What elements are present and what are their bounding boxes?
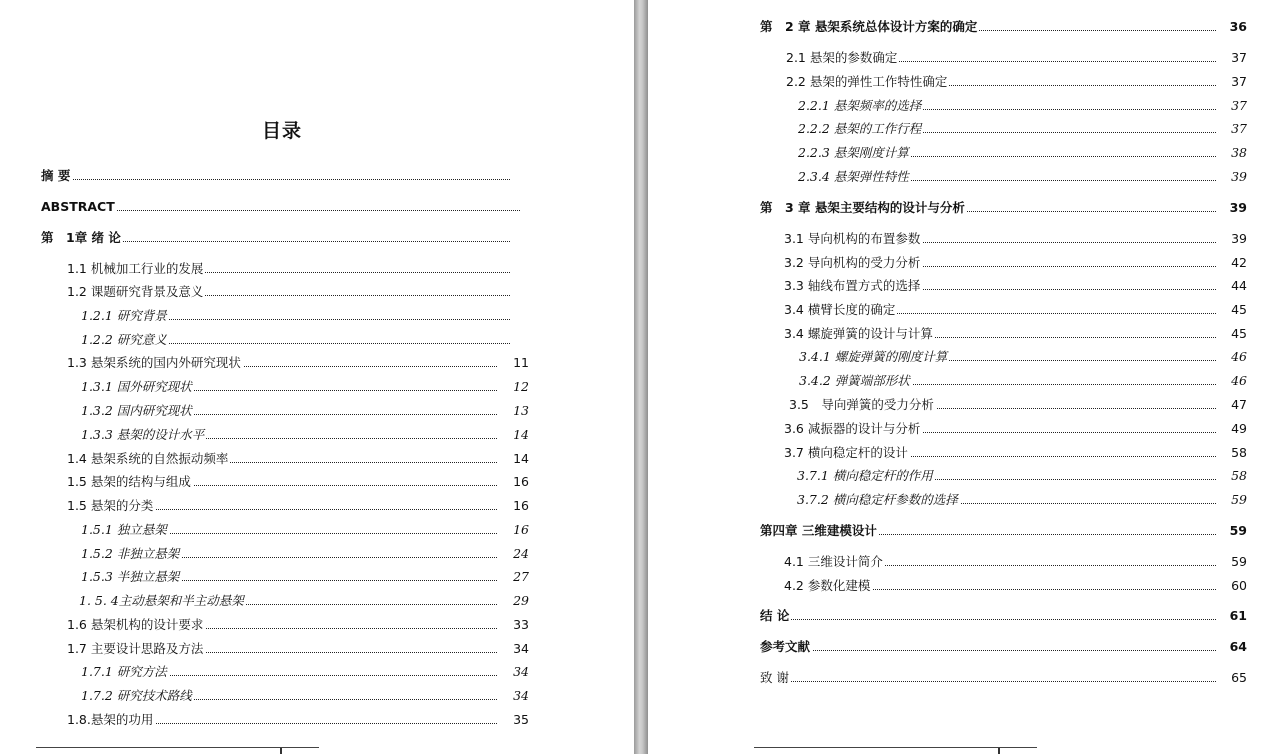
footer-rule	[754, 747, 1037, 748]
toc-entry-page: 39	[1217, 231, 1247, 247]
toc-entry-label: 1.8.悬架的功用	[67, 712, 154, 727]
toc-entry-label: 1.3 悬架系统的国内外研究现状	[67, 355, 241, 370]
toc-entry-page: 61	[1217, 608, 1247, 624]
toc-entry-label: 1.5.1 独立悬架	[81, 522, 167, 537]
toc-entry-label: 1.3.2 国内研究现状	[81, 403, 192, 418]
toc-entry-label: 3.4 螺旋弹簧的设计与计算	[784, 326, 933, 341]
toc-entry-page: 47	[1217, 397, 1247, 413]
document-page-left	[0, 0, 634, 754]
toc-entry-label: 1.5 悬架的结构与组成	[67, 474, 191, 489]
toc-title: 目录	[262, 120, 303, 142]
toc-entry-label: 3.4.2 弹簧端部形状	[799, 373, 910, 388]
toc-entry-label: 3.1 导向机构的布置参数	[784, 231, 921, 246]
toc-entry-label: 3.7.2 横向稳定杆参数的选择	[797, 492, 958, 507]
toc-entry-page: 44	[1217, 278, 1247, 294]
toc-entry-page: 14	[499, 451, 529, 467]
footer-mark	[280, 748, 282, 754]
toc-entry-label: 2.2 悬架的弹性工作特性确定	[786, 74, 948, 89]
toc-entry-page: 46	[1217, 373, 1247, 389]
toc-entry-page: 39	[1217, 169, 1247, 185]
toc-entry-label: ABSTRACT	[41, 199, 115, 214]
toc-entry-page: 39	[1217, 200, 1247, 216]
toc-entry-label: 第 1章 绪 论	[41, 230, 121, 245]
toc-entry-page: 16	[499, 522, 529, 538]
toc-entry-label: 结 论	[760, 608, 790, 623]
toc-entry-page: 59	[1217, 492, 1247, 508]
toc-entry-page: 49	[1217, 421, 1247, 437]
toc-entry-page: 27	[499, 569, 529, 585]
toc-entry-page: 58	[1217, 445, 1247, 461]
toc-dot-leader	[770, 619, 1216, 620]
toc-entry-label: 1.1 机械加工行业的发展	[67, 261, 204, 276]
toc-entry-label: 1.5.2 非独立悬架	[81, 546, 180, 561]
toc-entry-page: 65	[1217, 670, 1247, 686]
toc-entry-page: 34	[499, 688, 529, 704]
toc-entry-page: 12	[499, 379, 529, 395]
toc-entry-label: 1.4 悬架系统的自然振动频率	[67, 451, 229, 466]
toc-entry-label: 1.7.1 研究方法	[81, 664, 167, 679]
toc-entry-page: 36	[1217, 19, 1247, 35]
toc-entry-page: 33	[499, 617, 529, 633]
toc-entry-page: 42	[1217, 255, 1247, 271]
toc-dot-leader	[770, 681, 1216, 682]
toc-entry-page: 13	[499, 403, 529, 419]
toc-entry-label: 3.6 减振器的设计与分析	[784, 421, 921, 436]
toc-entry-label: 摘 要	[41, 168, 71, 183]
toc-dot-leader	[51, 210, 520, 211]
toc-entry-label: 1.7 主要设计思路及方法	[67, 641, 204, 656]
page-gutter	[634, 0, 648, 754]
toc-entry-label: 1.7.2 研究技术路线	[81, 688, 192, 703]
toc-entry-label: 2.2.1 悬架频率的选择	[798, 98, 922, 113]
toc-entry-page: 34	[499, 641, 529, 657]
toc-entry-label: 参考文献	[760, 639, 811, 654]
footer-rule	[36, 747, 319, 748]
document-page-right	[648, 0, 1278, 754]
toc-entry-label: 3.3 轴线布置方式的选择	[784, 278, 921, 293]
toc-entry-page: 16	[499, 474, 529, 490]
toc-entry-page: 35	[499, 712, 529, 728]
toc-entry-page: 24	[499, 546, 529, 562]
toc-entry-page: 45	[1217, 326, 1247, 342]
toc-entry-label: 3.2 导向机构的受力分析	[784, 255, 921, 270]
toc-entry-page: 37	[1217, 74, 1247, 90]
toc-entry-page: 34	[499, 664, 529, 680]
toc-entry-label: 4.1 三维设计简介	[784, 554, 883, 569]
toc-entry-label: 3.7 横向稳定杆的设计	[784, 445, 908, 460]
toc-entry-page: 37	[1217, 50, 1247, 66]
toc-entry-label: 2.3.4 悬架弹性特性	[798, 169, 909, 184]
toc-entry-page: 14	[499, 427, 529, 443]
toc-entry-label: 1.3.3 悬架的设计水平	[81, 427, 205, 442]
toc-entry-label: 1. 5. 4主动悬架和半主动悬架	[79, 593, 244, 608]
toc-entry-label: 1.6 悬架机构的设计要求	[67, 617, 204, 632]
toc-entry-page: 59	[1217, 554, 1247, 570]
toc-entry-page: 37	[1217, 121, 1247, 137]
toc-entry-page: 46	[1217, 349, 1247, 365]
toc-entry-label: 1.2.1 研究背景	[81, 308, 167, 323]
toc-entry-label: 2.2.3 悬架刚度计算	[798, 145, 909, 160]
toc-entry-page: 60	[1217, 578, 1247, 594]
toc-entry-page: 16	[499, 498, 529, 514]
toc-entry-page: 38	[1217, 145, 1247, 161]
toc-dot-leader	[770, 650, 1216, 651]
toc-entry-label: 1.2 课题研究背景及意义	[67, 284, 204, 299]
toc-entry-page: 37	[1217, 98, 1247, 114]
toc-entry-label: 致 谢	[760, 670, 789, 685]
toc-entry-label: 第 3 章 悬架主要结构的设计与分析	[760, 200, 965, 215]
toc-entry-page: 59	[1217, 523, 1247, 539]
toc-dot-leader	[51, 179, 510, 180]
toc-entry-label: 第 2 章 悬架系统总体设计方案的确定	[760, 19, 978, 34]
toc-entry-page: 45	[1217, 302, 1247, 318]
toc-entry-label: 1.5.3 半独立悬架	[81, 569, 180, 584]
footer-mark	[998, 748, 1000, 754]
toc-entry-label: 2.1 悬架的参数确定	[786, 50, 898, 65]
toc-entry-label: 1.3.1 国外研究现状	[81, 379, 192, 394]
toc-entry-label: 1.2.2 研究意义	[81, 332, 167, 347]
toc-entry-label: 3.5 导向弹簧的受力分析	[789, 397, 934, 412]
toc-entry-label: 3.4 横臂长度的确定	[784, 302, 896, 317]
toc-entry-label: 3.4.1 螺旋弹簧的刚度计算	[799, 349, 948, 364]
toc-entry-page: 11	[499, 355, 529, 371]
toc-entry-page: 29	[499, 593, 529, 609]
toc-entry-label: 第四章 三维建模设计	[760, 523, 877, 538]
toc-entry-label: 3.7.1 横向稳定杆的作用	[797, 468, 933, 483]
toc-entry-page: 58	[1217, 468, 1247, 484]
toc-entry-label: 4.2 参数化建模	[784, 578, 871, 593]
toc-entry-page: 64	[1217, 639, 1247, 655]
toc-entry-label: 2.2.2 悬架的工作行程	[798, 121, 922, 136]
toc-entry-label: 1.5 悬架的分类	[67, 498, 154, 513]
